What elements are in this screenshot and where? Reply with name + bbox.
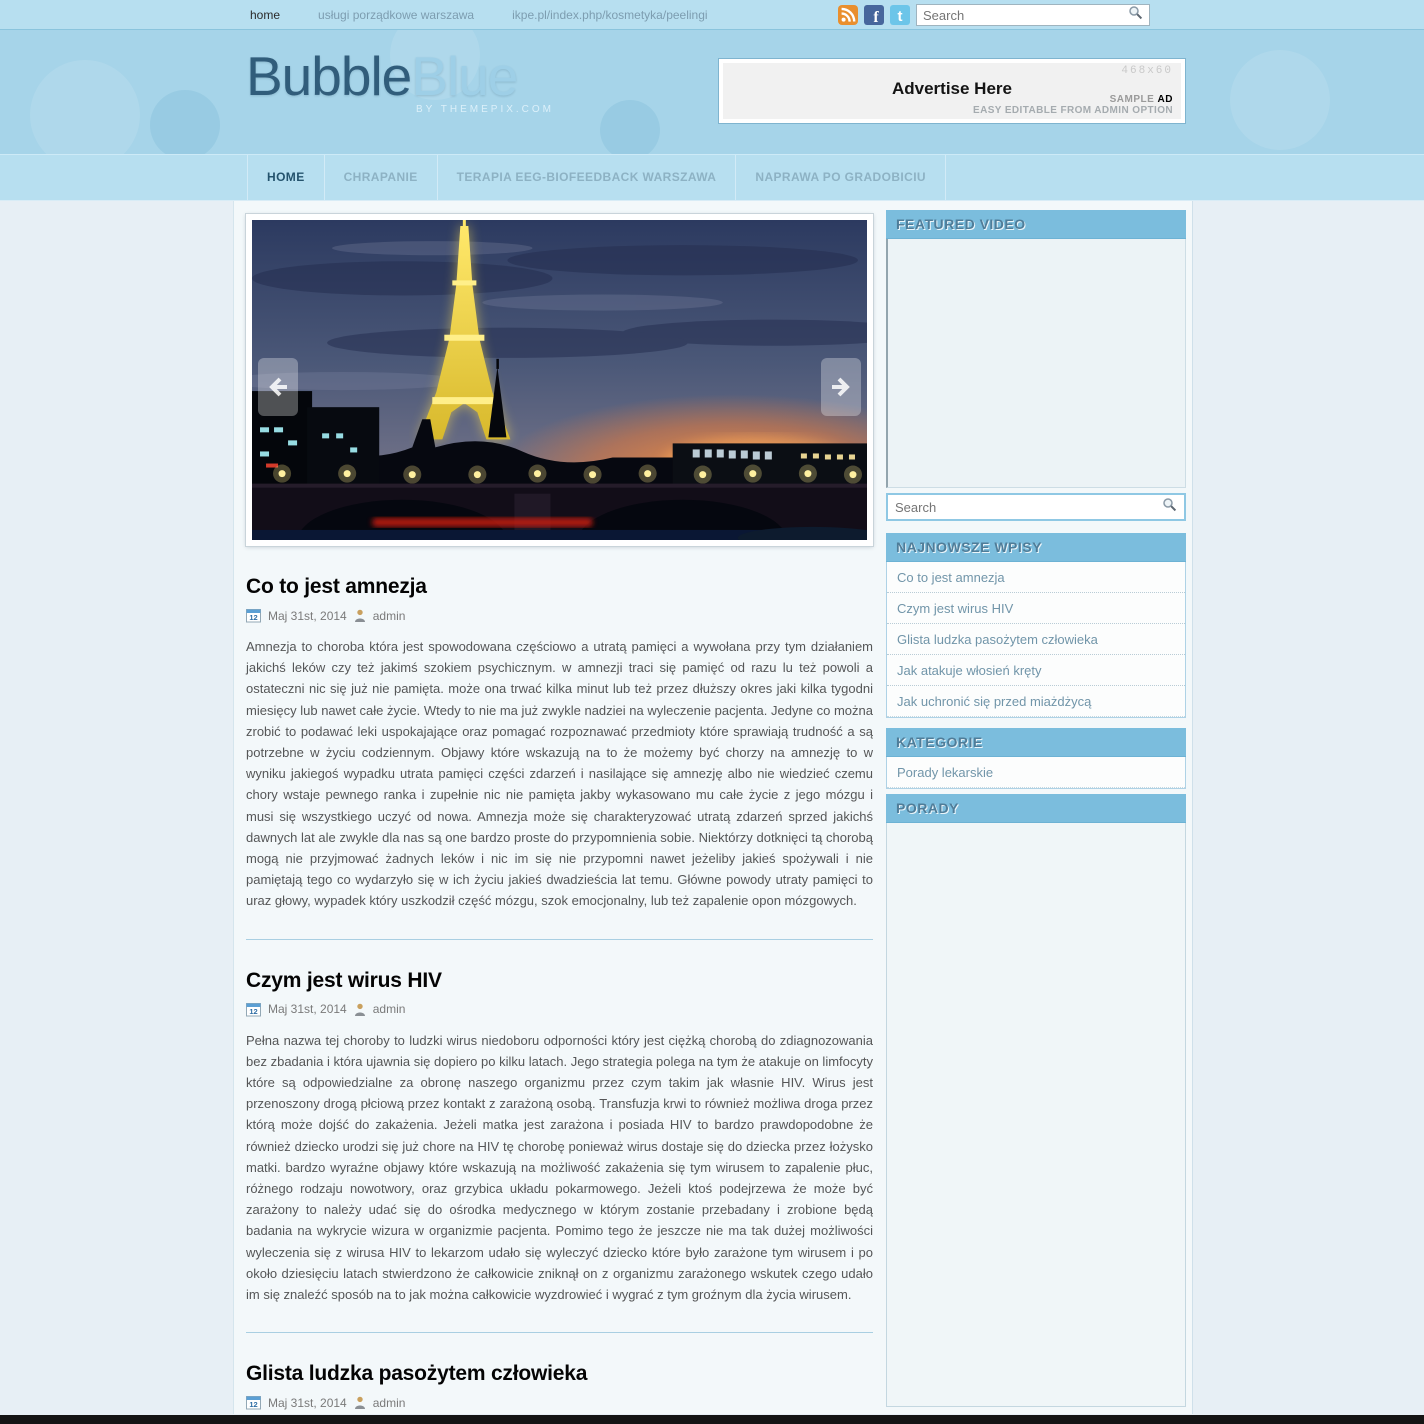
top-search-input[interactable] — [923, 8, 1128, 23]
post-separator — [246, 1332, 873, 1333]
post-meta — [246, 1395, 873, 1410]
content-wrapper — [233, 201, 1193, 1414]
logo-tagline: BY THEMEPIX.COM — [416, 104, 554, 115]
sidebar-search-box — [886, 493, 1186, 521]
calendar-icon — [246, 1002, 261, 1017]
bubble-decoration — [150, 90, 220, 154]
top-links — [250, 0, 708, 30]
ad-banner-inner — [723, 63, 1181, 119]
site-logo[interactable] — [246, 46, 558, 115]
recent-post-link[interactable]: Glista ludzka pasożytem człowieka — [887, 624, 1185, 655]
featured-video-placeholder[interactable] — [886, 239, 1186, 488]
recent-posts-header: NAJNOWSZE WPISY — [886, 533, 1186, 562]
svg-text:f: f — [873, 9, 879, 25]
svg-text:12: 12 — [249, 613, 258, 622]
social-icons — [838, 5, 910, 25]
porady-header: PORADY — [886, 794, 1186, 823]
author-icon — [354, 1396, 366, 1409]
ad-sample-bold: AD — [1157, 94, 1173, 105]
recent-posts-list — [886, 562, 1186, 718]
post-title[interactable]: Glista ludzka pasożytem człowieka — [246, 1362, 588, 1386]
top-bar — [0, 0, 1424, 30]
featured-video-header: FEATURED VIDEO — [886, 210, 1186, 239]
ad-sample-label — [1110, 94, 1173, 105]
rss-icon[interactable] — [838, 5, 858, 25]
slider-image — [252, 220, 867, 540]
post-meta — [246, 608, 873, 623]
calendar-icon — [246, 1395, 261, 1410]
ad-sample-text: SAMPLE — [1109, 94, 1158, 105]
logo-part-blue: Blue — [411, 45, 518, 107]
post-author[interactable]: admin — [372, 1395, 406, 1410]
top-link-uslugi[interactable]: usługi porządkowe warszawa — [318, 8, 475, 22]
posts-column — [246, 214, 873, 1414]
ad-title: Advertise Here — [891, 79, 1012, 98]
slider-next-button[interactable] — [821, 358, 861, 416]
post-article — [246, 969, 873, 1334]
facebook-icon[interactable] — [864, 5, 884, 25]
post-title[interactable]: Co to jest amnezja — [246, 575, 427, 598]
main-nav — [0, 154, 1424, 201]
top-search-box — [916, 4, 1150, 26]
post-separator — [246, 939, 873, 940]
recent-post-link[interactable]: Jak atakuje włosień kręty — [887, 655, 1185, 686]
post-body: Amnezja to choroba która jest spowodowana częściowo a utratą pamięci a wywołana przy tym działaniem jakichś leków czy też jakimś szokiem psychicznym. w amnezji traci się pamięć od razu lu też powoli a ostateczni nic się już nie pamięta. może ona trwać kilka minut lub też przez dłuższy okres jaki kilka tygodni miesięcy lub nawet całe życie. Wtedy to nie ma już zwykle nadziei na wyleczenie pacjenta. Jedyne co można zrobić to podawać leki uspokajające oraz pomagać rozpoznawać przedmioty które sprawiają trudność a są potrzebne w życiu codziennym. Objawy które wskazują na to że możemy być chorzy na amnezję to w wyniku jakiegoś wypadku utrata pamięci części zdarzeń i nasilające się amnezję albo nie wiedzieć czemu chory wstaje pewnego ranka i zupełnie nic nie pamięta jakby wykasowano mu całe życie z jego mózgu i musi się wszystkiego uczyć od nowa. Amnezja może się charakteryzować utratą zdarzeń sprzed jakichś dawnych lat ale zwykle dla nas są one bardzo proste do przypomnienia sobie. Niektórzy dotknięci tą chorobą mogą nie przyjmować żadnych leków i nic im się nie przypomni nawet jeżeliby jakieś spożywali i nie pamiętają tego co wydarzyło się w ich życiu jakieś dwadzieścia lat temu. Główne powody utraty pamięci to uraz głowy, wypadek który uszkodził część mózgu, szok emocjonalny, lub też zapalenie opon mózgowych. — [246, 639, 873, 909]
post-title[interactable]: Czym jest wirus HIV — [246, 968, 442, 992]
recent-post-link[interactable]: Jak uchronić się przed miażdżycą — [887, 686, 1185, 717]
svg-text:12: 12 — [249, 1006, 258, 1016]
ad-dimensions-label: 468x60 — [1121, 65, 1173, 77]
category-link[interactable]: Porady lekarskie — [887, 757, 1185, 788]
ad-note: EASY EDITABLE FROM ADMIN OPTION — [973, 105, 1173, 116]
logo-part-bubble: Bubble — [246, 45, 412, 107]
categories-list — [886, 757, 1186, 789]
content-area — [0, 201, 1424, 1414]
nav-item-naprawa[interactable]: NAPRAWA PO GRADOBICIU — [736, 155, 946, 200]
nav-item-home[interactable]: HOME — [247, 155, 325, 200]
sidebar — [886, 210, 1186, 1407]
slider-prev-button[interactable] — [258, 358, 298, 416]
nav-item-terapia[interactable]: TERAPIA EEG-BIOFEEDBACK WARSZAWA — [438, 155, 737, 200]
footer-bar — [0, 1415, 1424, 1424]
nav-item-chrapanie[interactable]: CHRAPANIE — [325, 155, 438, 200]
post-date: Maj 31st, 2014 — [268, 1002, 347, 1017]
author-icon — [354, 1003, 366, 1016]
svg-text:t: t — [897, 8, 903, 25]
recent-post-link[interactable]: Co to jest amnezja — [887, 562, 1185, 593]
porady-widget-body — [886, 823, 1186, 1407]
post-date: Maj 31st, 2014 — [268, 608, 347, 623]
post-meta — [246, 1002, 873, 1017]
post-article — [246, 575, 873, 940]
top-link-ikpe[interactable]: ikpe.pl/index.php/kosmetyka/peelingi — [512, 8, 708, 22]
twitter-icon[interactable] — [890, 5, 910, 25]
calendar-icon — [246, 608, 261, 623]
bubble-decoration — [30, 60, 140, 154]
post-body: Pełna nazwa tej choroby to ludzki wirus niedoboru odporności który jest ciężką chorobą do zdiagnozowania bez zbadania i która ujawnia się dopiero po kilku latach. Jego strategia polega na tym że atakuje on limfocyty które są odpowiedzialne za obronę naszego organizmu przez czym takim jak własnie HIV. Wirus jest przenoszony drogą płciową przez kontakt z zarażoną osobą. Transfuzja krwi to również możliwa droga przez którą może dojść do zakażenia. Jeżeli matka jest zarażona i posiada HIV to bardzo prawdopodobne że również dziecko urodzi się już chore na HIV tę chorobę ponieważ wirus dostaje się do dziecka przez łożysko matki. bardzo wyraźne objawy które wskazują na możliwość zakażenia się tym wirusem to zapalenie płuc, różnego rodzaju nowotwory, oraz grzybica układu pokarmowego. Jeżeli ktoś podejrzewa że może być zarażony to należy udać się do ośrodka medycznego w którym zostanie przebadany i zrobione będą badania na wykrycie wizura w organizmie pacjenta. Pomimo tego że jeszcze nie ma tak dużej możliwości wyleczenia się z wirusa HIV to lekarzom udało się wyleczyć dziecko które było zarażone tym wirusem i po około dziesięciu latach stwierdzono że całkowicie zniknął on z organizmu zarażonego wskutek czego udało im się znaleźć sposób na to jak można całkowicie wyzdrowieć i wygrać z tym groźnym dla życia wirusem. — [246, 1032, 873, 1303]
search-icon[interactable] — [1128, 5, 1143, 25]
ad-banner[interactable] — [718, 58, 1186, 124]
featured-slider — [246, 214, 873, 546]
categories-header: KATEGORIE — [886, 728, 1186, 757]
post-author[interactable]: admin — [372, 608, 406, 623]
author-icon — [354, 609, 366, 622]
logo-text — [246, 46, 558, 106]
bubble-decoration — [1230, 50, 1330, 150]
svg-text:12: 12 — [249, 1400, 258, 1410]
site-header — [0, 30, 1424, 154]
post-author[interactable]: admin — [372, 1002, 406, 1017]
post-date: Maj 31st, 2014 — [268, 1395, 347, 1410]
sidebar-search-input[interactable] — [895, 500, 1162, 515]
search-icon[interactable] — [1162, 497, 1177, 517]
post-article — [246, 1362, 873, 1410]
recent-post-link[interactable]: Czym jest wirus HIV — [887, 593, 1185, 624]
top-link-home[interactable]: home — [250, 8, 281, 22]
bubble-decoration — [600, 100, 660, 154]
